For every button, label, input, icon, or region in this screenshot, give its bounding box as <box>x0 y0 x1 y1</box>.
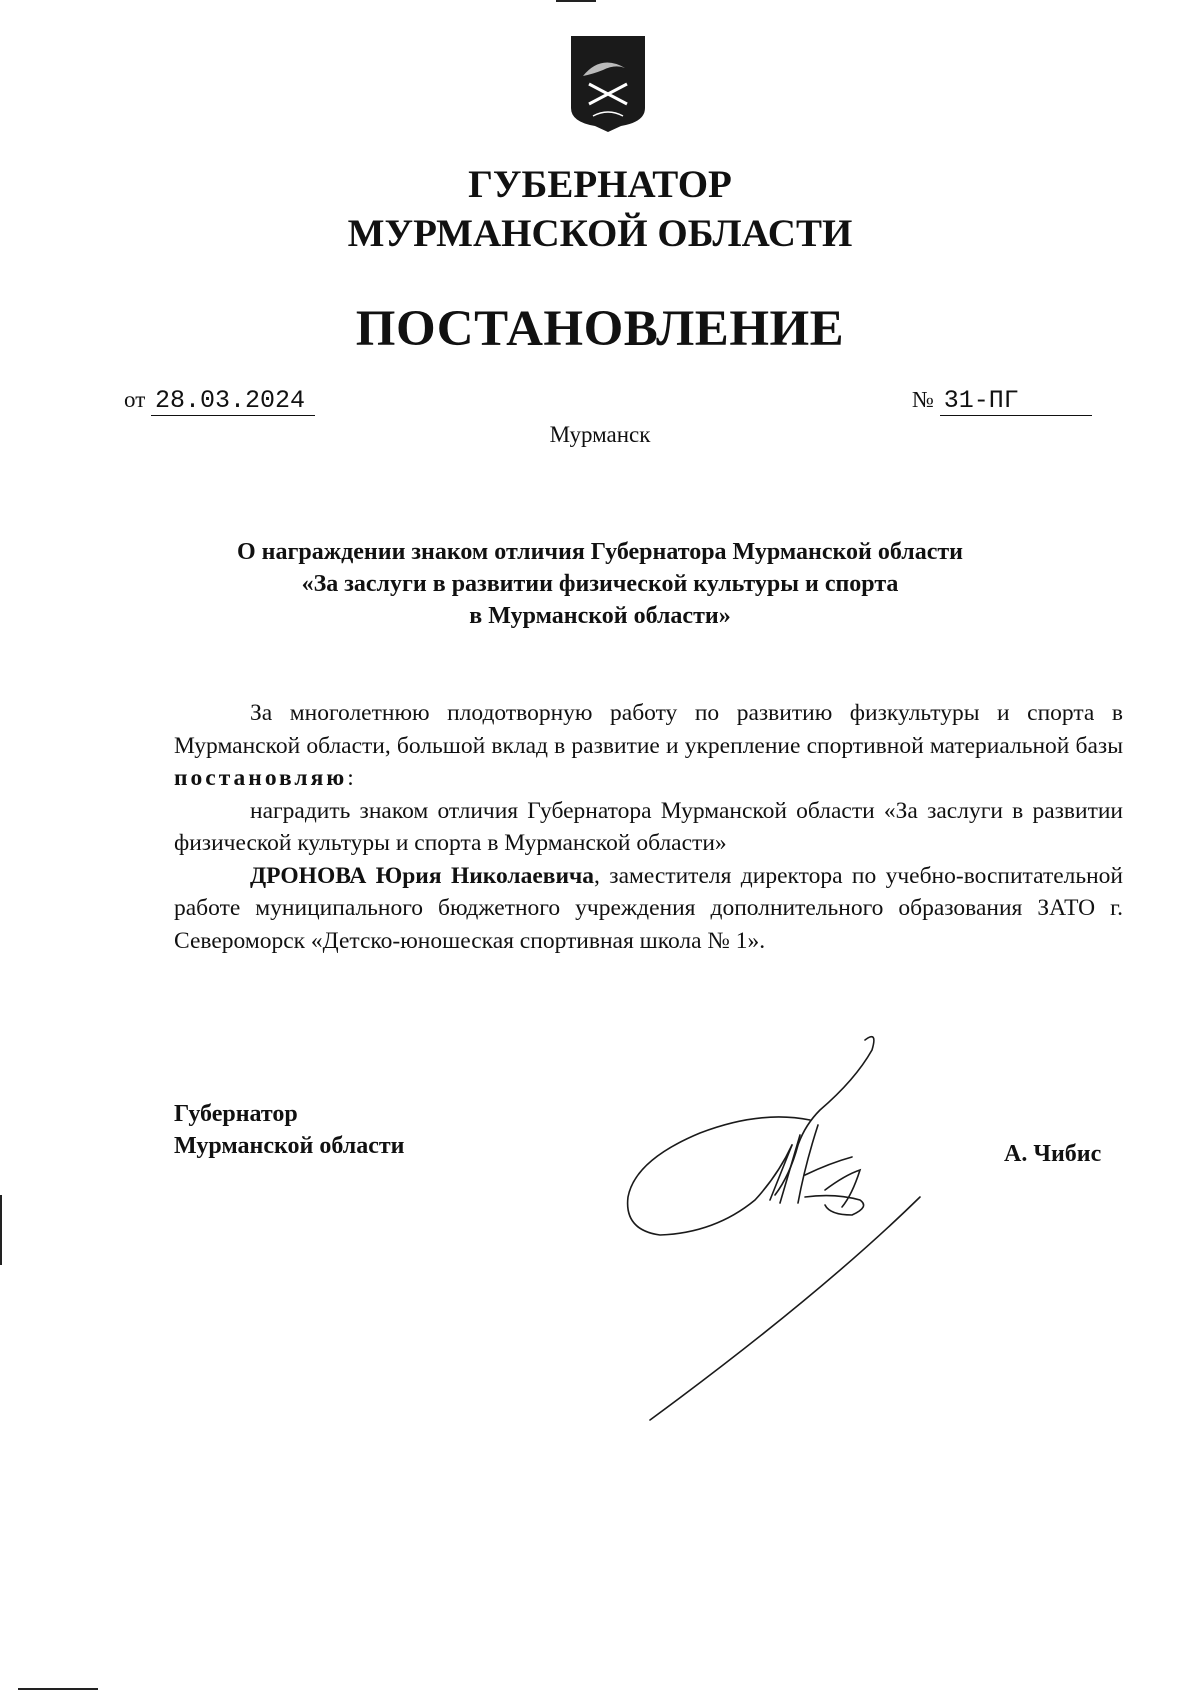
signatory-title <box>174 1098 404 1162</box>
number-value: 31-ПГ <box>940 386 1092 416</box>
handwritten-signature <box>620 1025 930 1425</box>
decree-colon: : <box>347 765 354 791</box>
decree-keyword: постановляю <box>174 765 348 791</box>
recipient-name: ДРОНОВА Юрия Николаевича <box>250 862 595 889</box>
org-title-line1: ГУБЕРНАТОР <box>468 163 732 206</box>
subject-line2: «За заслуги в развитии физической культуры и спорта <box>301 571 899 597</box>
document-type: ПОСТАНОВЛЕНИЕ <box>355 301 845 357</box>
number-prefix: № <box>912 387 934 412</box>
body-text <box>174 697 1123 957</box>
signatory-title-line2: Мурманской области <box>174 1133 405 1159</box>
reason-text: За многолетнюю плодотворную работу по развитию физкультуры и спорта в Мурманской области, большой вклад в развитие и укрепление спортивной материальной базы <box>174 700 1123 759</box>
org-title <box>0 160 1200 258</box>
scan-mark-bottom <box>18 1688 98 1690</box>
scan-mark-top <box>556 0 596 2</box>
subject-line1: О награждении знаком отличия Губернатора Мурманской области <box>236 539 964 565</box>
city: Мурманск <box>549 422 651 447</box>
subject-line3: в Мурманской области» <box>469 603 731 629</box>
document-subject <box>0 536 1200 632</box>
date-prefix: от <box>124 387 146 412</box>
paragraph-reason <box>174 697 1123 795</box>
org-title-line2: МУРМАНСКОЙ ОБЛАСТИ <box>347 212 853 255</box>
date-line <box>124 386 315 416</box>
signatory-name: А. Чибис <box>1004 1141 1102 1167</box>
number-line <box>912 386 1092 416</box>
signatory-title-line1: Губернатор <box>174 1101 298 1127</box>
date-value: 28.03.2024 <box>151 386 315 416</box>
scan-mark-left <box>0 1195 2 1265</box>
paragraph-award: наградить знаком отличия Губернатора Мурманской области «За заслуги в развитии физической культуры и спорта в Мурманской области» <box>174 797 1123 856</box>
paragraph-recipient <box>174 860 1123 958</box>
recipient-details: , заместителя директора по учебно-воспитательной работе муниципального бюджетного учреждения дополнительного образования ЗАТО г. Североморск «Детско-юношеская спортивная школа № 1». <box>174 862 1123 954</box>
coat-of-arms-icon <box>569 34 647 134</box>
